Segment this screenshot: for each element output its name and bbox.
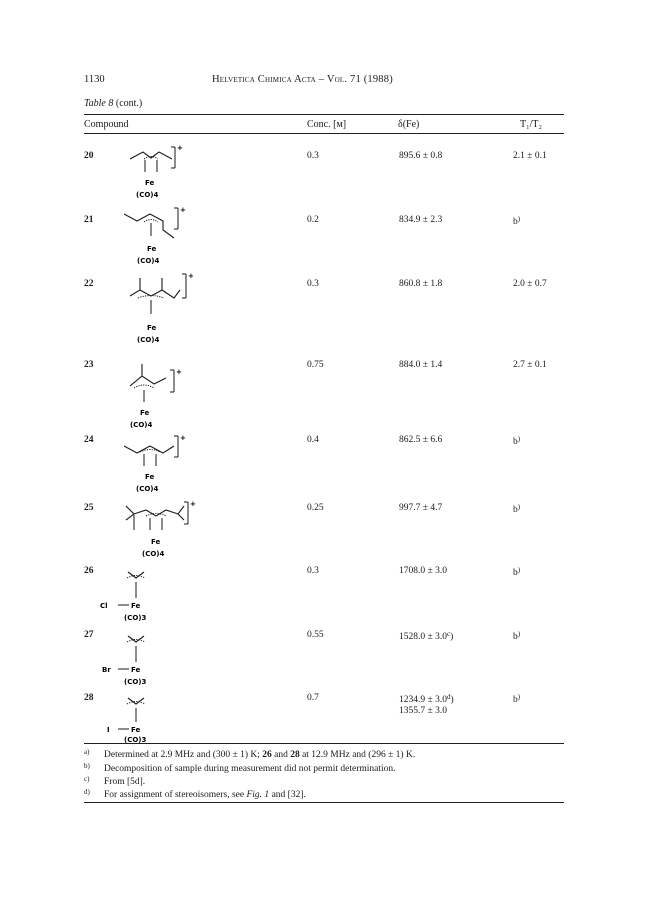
compound-structure <box>98 562 178 626</box>
svg-text:+: + <box>180 434 186 442</box>
running-head: Helvetica Chimica Acta – Vol. 71 (1988) <box>212 74 393 85</box>
conc-value: 0.3 <box>307 566 319 576</box>
compound-number: 21 <box>84 215 94 225</box>
conc-value: 0.75 <box>307 360 324 370</box>
footnote: c) From [5d]. <box>84 775 146 787</box>
table-caption-label: Table 8 <box>84 98 114 109</box>
svg-text:(CO)4: (CO)4 <box>137 257 160 265</box>
svg-text:(CO)4: (CO)4 <box>142 550 165 558</box>
column-header-conc: Conc. [м] <box>307 119 347 130</box>
conc-value: 0.7 <box>307 693 319 703</box>
shift-value: 862.5 ± 6.6 <box>399 435 443 445</box>
svg-text:(CO)4: (CO)4 <box>130 421 153 429</box>
svg-text:Fe: Fe <box>140 409 150 417</box>
shift-value: 1234.9 ± 3.0$^d$) <box>399 693 454 705</box>
compound-structure <box>118 268 198 346</box>
ratio-value: b) <box>513 566 521 578</box>
shift-value: 997.7 ± 4.7 <box>399 503 443 513</box>
shift-value: 860.8 ± 1.8 <box>399 279 443 289</box>
shift-value: 834.9 ± 2.3 <box>399 215 443 225</box>
compound-structure <box>118 496 196 562</box>
svg-text:(CO)4: (CO)4 <box>137 336 160 344</box>
compound-number: 23 <box>84 360 94 370</box>
svg-text:(CO)3: (CO)3 <box>124 678 147 686</box>
footnote: d) For assignment of stereoisomers, see Fig. 1 and [32]. <box>84 788 306 800</box>
table-caption <box>84 98 142 109</box>
svg-text:+: + <box>190 500 196 508</box>
svg-text:+: + <box>177 144 183 152</box>
shift-value: 884.0 ± 1.4 <box>399 360 443 370</box>
svg-text:Fe: Fe <box>151 538 161 546</box>
svg-text:Br: Br <box>102 666 111 674</box>
footnote-bottom-rule <box>84 802 564 803</box>
svg-text:+: + <box>176 368 182 376</box>
compound-number: 27 <box>84 630 94 640</box>
svg-text:+: + <box>180 206 186 214</box>
ratio-value: b) <box>513 630 521 642</box>
shift-value: 1708.0 ± 3.0 <box>399 566 447 576</box>
ratio-value: b) <box>513 693 521 705</box>
shift-value-2: 1355.7 ± 3.0 <box>399 706 447 716</box>
ratio-value: 2.7 ± 0.1 <box>513 360 547 370</box>
svg-text:(CO)3: (CO)3 <box>124 736 147 744</box>
svg-text:Fe: Fe <box>131 726 141 734</box>
shift-value: 895.6 ± 0.8 <box>399 151 443 161</box>
shift-value: 1528.0 ± 3.0$^c$) <box>399 630 454 642</box>
footnote: a) Determined at 2.9 MHz and (300 ± 1) K; 26 and 28 at 12.9 MHz and (296 ± 1) K. <box>84 748 416 760</box>
column-header-ratio: T₁/T₂ <box>520 119 542 130</box>
compound-structure <box>98 688 178 744</box>
column-header-shift: δ(Fe) <box>398 119 420 130</box>
conc-value: 0.4 <box>307 435 319 445</box>
footnote: b) Decomposition of sample during measurement did not permit determination. <box>84 762 396 774</box>
table-bottom-rule <box>84 743 564 744</box>
compound-structure <box>118 140 188 202</box>
column-header-compound: Compound <box>84 119 129 130</box>
conc-value: 0.3 <box>307 151 319 161</box>
compound-number: 26 <box>84 566 94 576</box>
svg-text:Cl: Cl <box>100 602 108 610</box>
svg-text:Fe: Fe <box>147 245 157 253</box>
conc-value: 0.55 <box>307 630 324 640</box>
compound-number: 28 <box>84 693 94 703</box>
compound-structure <box>118 202 193 268</box>
ratio-value: 2.1 ± 0.1 <box>513 151 547 161</box>
svg-text:+: + <box>188 272 194 280</box>
svg-text:Fe: Fe <box>131 602 141 610</box>
compound-number: 25 <box>84 503 94 513</box>
svg-text:(CO)4: (CO)4 <box>136 485 159 493</box>
compound-number: 22 <box>84 279 94 289</box>
conc-value: 0.3 <box>307 279 319 289</box>
svg-text:(CO)3: (CO)3 <box>124 614 147 622</box>
svg-text:(CO)4: (CO)4 <box>136 191 159 199</box>
svg-text:Fe: Fe <box>147 324 157 332</box>
conc-value: 0.2 <box>307 215 319 225</box>
conc-value: 0.25 <box>307 503 324 513</box>
table-caption-suffix: (cont.) <box>113 98 143 109</box>
ratio-value: 2.0 ± 0.7 <box>513 279 547 289</box>
ratio-value: b) <box>513 503 521 515</box>
compound-structure <box>98 626 178 690</box>
svg-text:I: I <box>107 726 110 734</box>
ratio-value: b) <box>513 435 521 447</box>
svg-text:Fe: Fe <box>145 179 155 187</box>
compound-structure <box>118 356 193 432</box>
compound-number: 24 <box>84 435 94 445</box>
page-number: 1130 <box>84 74 105 85</box>
compound-structure <box>118 426 193 496</box>
table-top-rule <box>84 114 564 115</box>
svg-text:Fe: Fe <box>131 666 141 674</box>
ratio-value: b) <box>513 215 521 227</box>
svg-text:Fe: Fe <box>145 473 155 481</box>
table-header-rule <box>84 133 564 134</box>
compound-number: 20 <box>84 151 94 161</box>
